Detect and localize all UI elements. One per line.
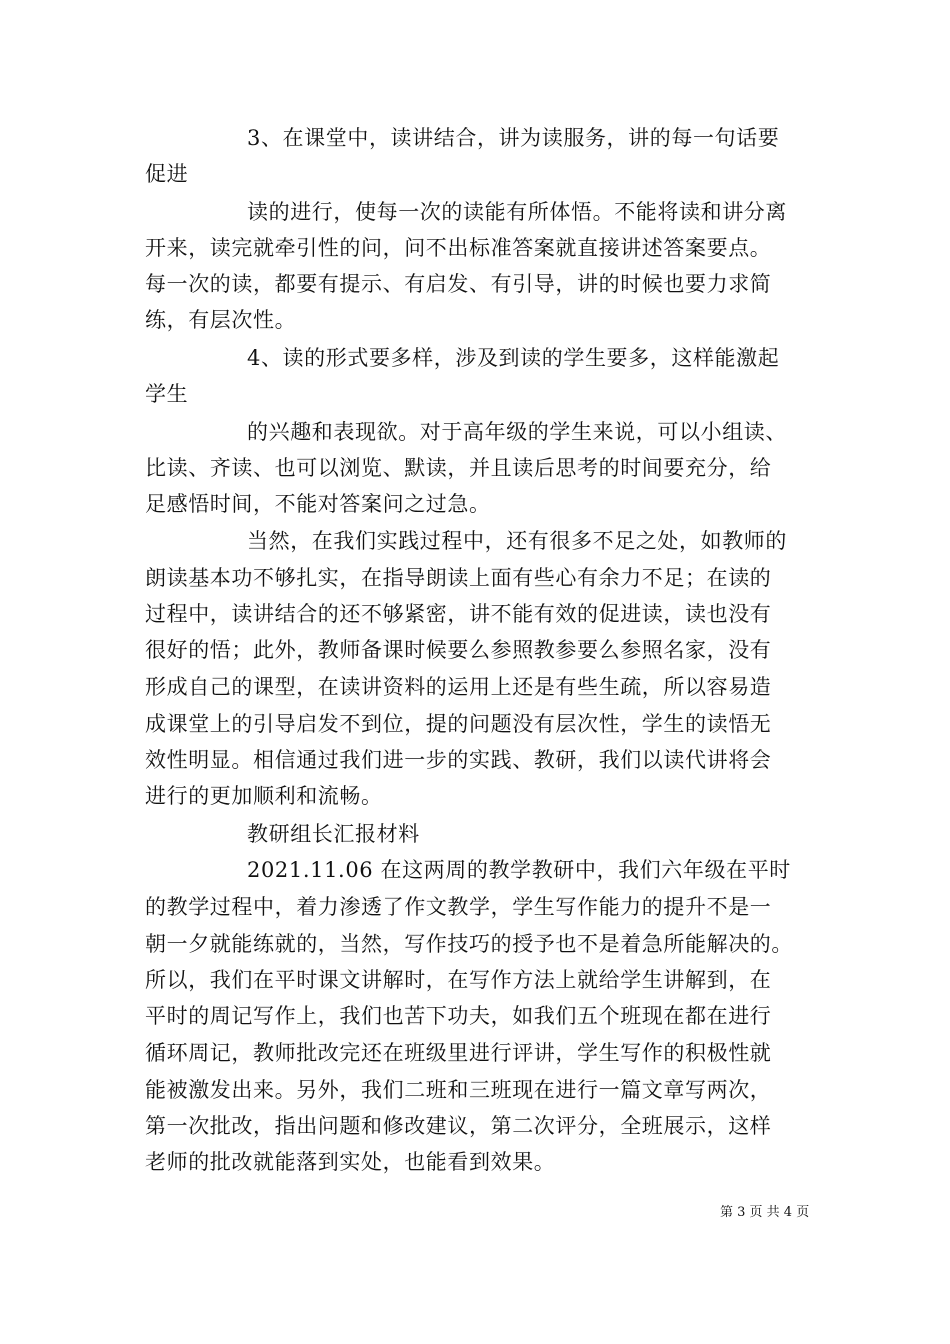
text-line: 过程中，读讲结合的还不够紧密，讲不能有效的促进读，读也没有: [145, 602, 772, 626]
text-line: 循环周记，教师批改完还在班级里进行评讲，学生写作的积极性就: [145, 1041, 772, 1065]
text-line: 当然，在我们实践过程中，还有很多不足之处，如教师的: [247, 529, 787, 553]
text-line: 所以，我们在平时课文讲解时，在写作方法上就给学生讲解到，在: [145, 968, 772, 992]
text-line: 的教学过程中，着力渗透了作文教学，学生写作能力的提升不是一: [145, 895, 772, 919]
text-line: 练，有层次性。: [145, 308, 297, 332]
text-line: 朗读基本功不够扎实，在指导朗读上面有些心有余力不足；在读的: [145, 566, 772, 590]
text-line: 每一次的读，都要有提示、有启发、有引导，讲的时候也要力求简: [145, 272, 772, 296]
text-line: 朝一夕就能练就的，当然，写作技巧的授予也不是着急所能解决的。: [145, 932, 793, 956]
text-line: 比读、齐读、也可以浏览、默读，并且读后思考的时间要充分，给: [145, 456, 772, 480]
text-line: 能被激发出来。另外，我们二班和三班现在进行一篇文章写两次，: [145, 1078, 772, 1102]
text-line: 效性明显。相信通过我们进一步的实践、教研，我们以读代讲将会: [145, 748, 772, 772]
text-line: 3、在课堂中，读讲结合，讲为读服务，讲的每一句话要: [247, 126, 780, 150]
text-line: 形成自己的课型，在读讲资料的运用上还是有些生疏，所以容易造: [145, 675, 772, 699]
text-line: 足感悟时间，不能对答案问之过急。: [145, 492, 491, 516]
text-line: 促进: [145, 162, 189, 186]
text-line: 平时的周记写作上，我们也苦下功夫，如我们五个班现在都在进行: [145, 1004, 772, 1028]
text-line: 学生: [145, 382, 189, 406]
text-line: 老师的批改就能落到实处，也能看到效果。: [145, 1150, 556, 1174]
text-line: 读的进行，使每一次的读能有所体悟。不能将读和讲分离: [247, 200, 787, 224]
text-line: 2021.11.06 在这两周的教学教研中，我们六年级在平时: [247, 858, 791, 882]
page-number: 第 3 页 共 4 页: [720, 1205, 810, 1220]
text-line: 第一次批改，指出问题和修改建议，第二次评分，全班展示，这样: [145, 1114, 772, 1138]
text-line: 的兴趣和表现欲。对于高年级的学生来说，可以小组读、: [247, 420, 787, 444]
text-line: 进行的更加顺利和流畅。: [145, 784, 383, 808]
section-heading: 教研组长汇报材料: [247, 822, 420, 846]
text-line: 成课堂上的引导启发不到位，提的问题没有层次性，学生的读悟无: [145, 712, 772, 736]
text-line: 4、读的形式要多样，涉及到读的学生要多，这样能激起: [247, 346, 780, 370]
text-line: 很好的悟；此外，教师备课时候要么参照教参要么参照名家，没有: [145, 638, 772, 662]
text-line: 开来，读完就牵引性的问，问不出标准答案就直接讲述答案要点。: [145, 236, 772, 260]
